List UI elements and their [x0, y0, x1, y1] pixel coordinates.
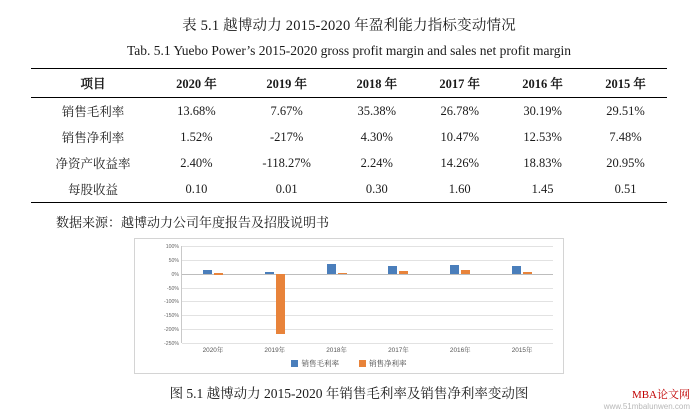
table-cell: 1.52%	[180, 129, 213, 144]
table-cell: 2.40%	[180, 155, 213, 170]
table-title-cn: 表 5.1 越博动力 2015-2020 年盈利能力指标变动情况	[182, 18, 516, 34]
table-cell: 35.38%	[357, 103, 397, 118]
chart-bar	[523, 272, 532, 274]
row-label: 净资产收益率	[55, 157, 131, 171]
chart-bar	[388, 266, 397, 273]
chart-plot-area	[164, 244, 553, 354]
column-header: 2015 年	[584, 69, 667, 98]
row-label: 销售毛利率	[61, 105, 125, 119]
y-axis-tick-label: -250%	[164, 341, 179, 347]
table-cell: 1.45	[501, 176, 584, 203]
table-cell: 10.47%	[440, 129, 479, 144]
watermark-main: MBA论文网	[631, 389, 690, 402]
table-title-en: Tab. 5.1 Yuebo Power’s 2015-2020 gross profit margin and sales net profit margin	[127, 43, 571, 58]
row-label: 销售净利率	[61, 131, 125, 145]
table-cell: 26.78%	[440, 103, 479, 118]
legend-swatch	[291, 360, 298, 367]
chart-bar	[203, 270, 212, 274]
table-cell: 30.19%	[523, 103, 562, 118]
legend-item-net-margin	[359, 359, 407, 368]
y-axis-tick-label: 50%	[168, 257, 179, 264]
table-row	[31, 150, 667, 176]
table-cell: 14.26%	[440, 155, 479, 170]
table-cell: 0.01	[238, 176, 335, 203]
y-axis-tick-label: 0%	[171, 271, 179, 278]
table-cell: 0.51	[584, 176, 667, 203]
chart-bar	[512, 266, 521, 274]
chart-legend	[135, 358, 563, 369]
figure-caption: 图 5.1 越博动力 2015-2020 年销售毛利率及销售净利率变动图	[169, 386, 529, 401]
chart-bar	[276, 274, 285, 334]
table-cell: -118.27%	[262, 155, 311, 170]
legend-label: 销售净利率	[369, 359, 407, 368]
row-label: 每股收益	[31, 176, 155, 203]
table-row	[31, 176, 667, 203]
profitability-table	[31, 68, 667, 203]
chart-bar	[214, 273, 223, 275]
chart-category-group	[491, 246, 553, 354]
column-header: 2016 年	[501, 69, 584, 98]
chart-bar	[265, 272, 274, 274]
column-header: 2018 年	[335, 69, 418, 98]
column-header: 2019 年	[238, 69, 335, 98]
column-header: 项目	[31, 69, 155, 98]
table-cell: 0.10	[155, 176, 238, 203]
x-axis-category-label: 2019年	[264, 347, 286, 354]
profit-margin-bar-chart	[134, 238, 564, 374]
y-axis-tick-label: 100%	[165, 244, 179, 250]
table-source-note: 数据来源：越博动力公司年度报告及招股说明书	[56, 215, 330, 230]
table-row	[31, 98, 667, 125]
x-axis-category-label: 2017年	[388, 347, 409, 354]
table-cell: 1.60	[418, 176, 501, 203]
x-axis-category-label: 2020年	[202, 347, 224, 354]
x-axis-category-label: 2015年	[511, 347, 533, 354]
legend-swatch	[359, 360, 366, 367]
chart-category-group	[182, 246, 244, 354]
table-cell: 4.30%	[360, 129, 393, 144]
watermark-sub: www.51mbalunwen.com	[603, 401, 690, 411]
table-cell: 13.68%	[177, 103, 216, 118]
table-cell: 20.95%	[606, 155, 645, 170]
x-axis-category-label: 2018年	[326, 347, 347, 354]
column-header: 2017 年	[418, 69, 501, 98]
table-cell: 2.24%	[360, 155, 393, 170]
chart-bar	[338, 273, 347, 275]
chart-bar	[327, 264, 336, 274]
table-row	[31, 124, 667, 150]
chart-category-group	[368, 246, 430, 354]
chart-category-group	[429, 246, 491, 354]
table-cell: 12.53%	[523, 129, 562, 144]
x-axis-category-label: 2016年	[449, 347, 471, 354]
chart-gridline	[164, 341, 553, 347]
table-cell: 18.83%	[523, 155, 562, 170]
legend-label: 销售毛利率	[301, 359, 339, 368]
chart-bar	[450, 265, 459, 273]
table-cell: -217%	[269, 129, 304, 144]
table-header-row	[31, 69, 667, 98]
table-cell: 7.48%	[609, 129, 642, 144]
table-cell: 29.51%	[606, 103, 645, 118]
column-header: 2020 年	[155, 69, 238, 98]
legend-item-gross-margin	[291, 359, 341, 368]
y-axis-tick-label: -150%	[164, 313, 179, 320]
chart-category-group	[244, 246, 306, 354]
table-cell: 7.67%	[270, 103, 303, 118]
watermark	[604, 389, 690, 411]
y-axis-tick-label: -50%	[166, 285, 179, 292]
y-axis-tick-label: -200%	[164, 327, 179, 334]
chart-bar	[399, 271, 408, 274]
y-axis-tick-label: -100%	[164, 299, 179, 306]
chart-bar	[461, 270, 470, 273]
table-cell: 0.30	[335, 176, 418, 203]
chart-category-group	[306, 246, 368, 354]
